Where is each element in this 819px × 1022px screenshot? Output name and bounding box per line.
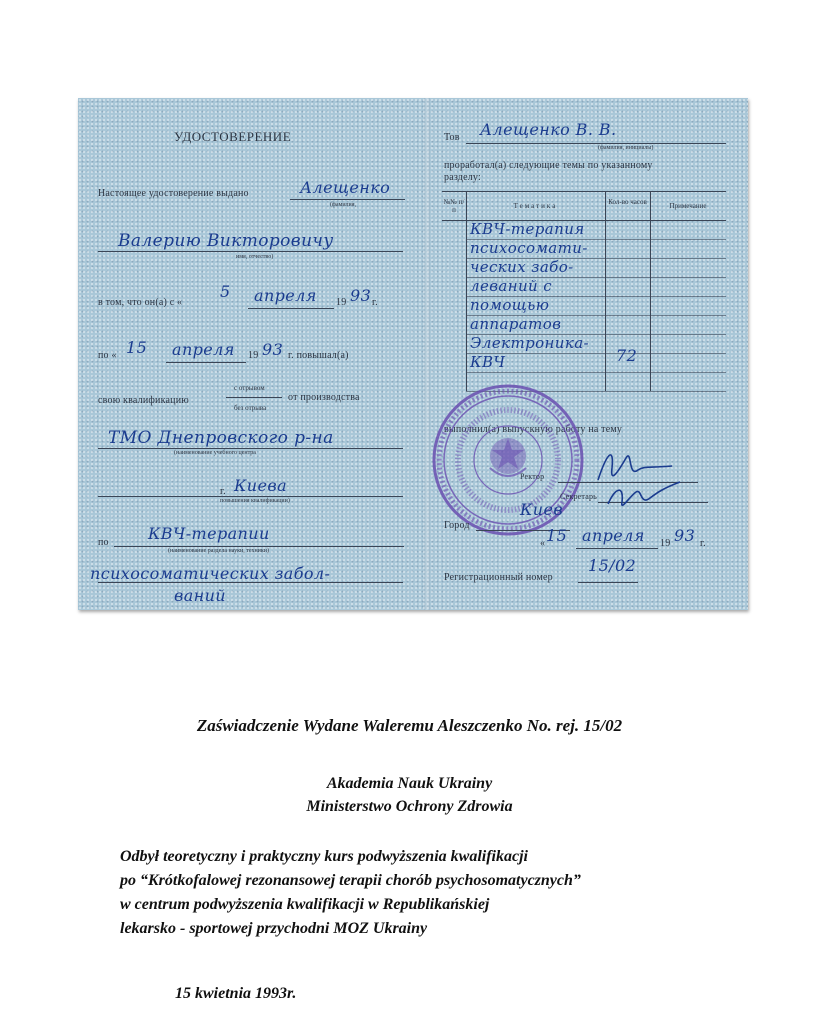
body-line-1: Odbył teoretyczny i praktyczny kurs podwyższenia kwalifikacji	[120, 848, 528, 865]
body-line-3: w centrum podwyższenia kwalifikacji w Republikańskiej	[120, 896, 490, 913]
table-theme-line: КВЧ	[470, 353, 506, 371]
name-handwritten: Валерию Викторовичу	[118, 231, 334, 251]
institution-caption: (наименование учебного центра	[174, 450, 256, 456]
topic-handwritten-1: КВЧ-терапии	[148, 524, 270, 543]
certificate-title: УДОСТОВЕРЕНИЕ	[174, 129, 292, 144]
body-line-2: po “Krótkofalowej rezonansowej terapii chorób psychosomatycznych”	[120, 872, 581, 889]
topic-caption: (наименование раздела науки, техники)	[168, 548, 270, 554]
certificate-scan: УДОСТОВЕРЕНИЕ Настоящее удостоверение выдано Алещенко (фамилия, Валерию Викторовичу имя, отчество) в том, что он(а) с « 5 апреля 19 93 г. по « 15 апреля 19 93 г. повышал(а) свою квалификацию с отрывом без отрыва от производства ТМО Днепровского р-на (наименование учебного центра г. Киева повышения квалификации) по КВЧ-терапии (наименование раздела науки, техники) психосоматических забол- ваний Тов Алещенко В. В. (фамилия, инициалы) проработал(а) следующие темы по указанному разделу: №№ п/п Тематика Кол-во часов Примечание КВЧ-терапия психосомати- ческих забо- леваний с помощью аппаратов Электроника- КВЧ 72 выполнил(а) выпускную работу на тему Ректор Секретарь Город Киев « 15 апреля 19 93 г. Регистрационный номер 15/02	[78, 98, 748, 610]
hours-value: 72	[616, 346, 638, 365]
issue-year: 93	[674, 526, 696, 545]
official-stamp	[428, 380, 588, 540]
from-day: 5	[220, 282, 231, 301]
topic-handwritten-3: ваний	[174, 586, 226, 605]
issue-month: апреля	[582, 526, 645, 545]
secretary-label: Секретарь	[560, 492, 598, 501]
city-handwritten: Киева	[234, 476, 288, 495]
table-theme-line: помощью	[470, 296, 550, 314]
surname-handwritten: Алещенко	[300, 178, 391, 197]
to-day: 15	[126, 338, 148, 357]
to-month: апреля	[172, 340, 235, 359]
rector-label: Ректор	[520, 472, 545, 481]
to-prefix: по «	[98, 350, 117, 361]
table-theme-line: КВЧ-терапия	[470, 220, 585, 238]
table-theme-line: психосомати-	[470, 239, 588, 257]
option-without: без отрыва	[234, 404, 267, 412]
option-with: с отрывом	[234, 384, 265, 392]
completed-work-label: выполнил(а) выпускную работу на тему	[444, 424, 623, 435]
translation-date: 15 kwietnia 1993r.	[175, 985, 297, 1002]
to-year: 93	[262, 340, 284, 359]
from-prefix: в том, что он(а) с «	[98, 297, 183, 308]
issue-city: Киев	[520, 500, 564, 519]
table-theme-line: леваний с	[470, 277, 553, 295]
qualification-label: свою квалификацию	[98, 395, 189, 406]
from-month: апреля	[254, 286, 317, 305]
org-ministry: Ministerstwo Ochrony Zdrowia	[306, 798, 513, 815]
body-line-4: lekarsko - sportowej przychodni MOZ Ukrainy	[120, 920, 428, 937]
registration-number: 15/02	[588, 556, 637, 575]
issue-day: 15	[546, 526, 568, 545]
col-hours-header: Кол-во часов	[608, 198, 647, 206]
col-number-header: №№ п/п	[443, 198, 465, 214]
surname-caption: (фамилия,	[330, 202, 357, 208]
topic-handwritten-2: психосоматических забол-	[90, 564, 331, 583]
org-academy: Akademia Nauk Ukrainy	[326, 775, 493, 792]
from-year: 93	[350, 286, 372, 305]
institution-handwritten: ТМО Днепровского р-на	[108, 428, 334, 448]
registration-label: Регистрационный номер	[444, 572, 553, 583]
table-theme-line: ческих забо-	[470, 258, 574, 276]
secretary-signature	[602, 476, 686, 516]
from-production: от производства	[288, 392, 360, 403]
table-theme-line: аппаратов	[470, 315, 562, 333]
col-note-header: Примечание	[669, 202, 707, 210]
col-theme-header: Тематика	[513, 202, 558, 210]
table-theme-line: Электроника-	[470, 334, 590, 352]
city-caption: повышения квалификации)	[220, 498, 290, 504]
translation-caption: Zaświadczenie Wydane Waleremu Aleszczenko No. rej. 15/02	[196, 716, 623, 735]
issued-to-label: Настоящее удостоверение выдано	[98, 188, 249, 199]
name-caption: имя, отчество)	[236, 254, 274, 260]
recipient-initials: Алещенко В. В.	[480, 120, 617, 139]
